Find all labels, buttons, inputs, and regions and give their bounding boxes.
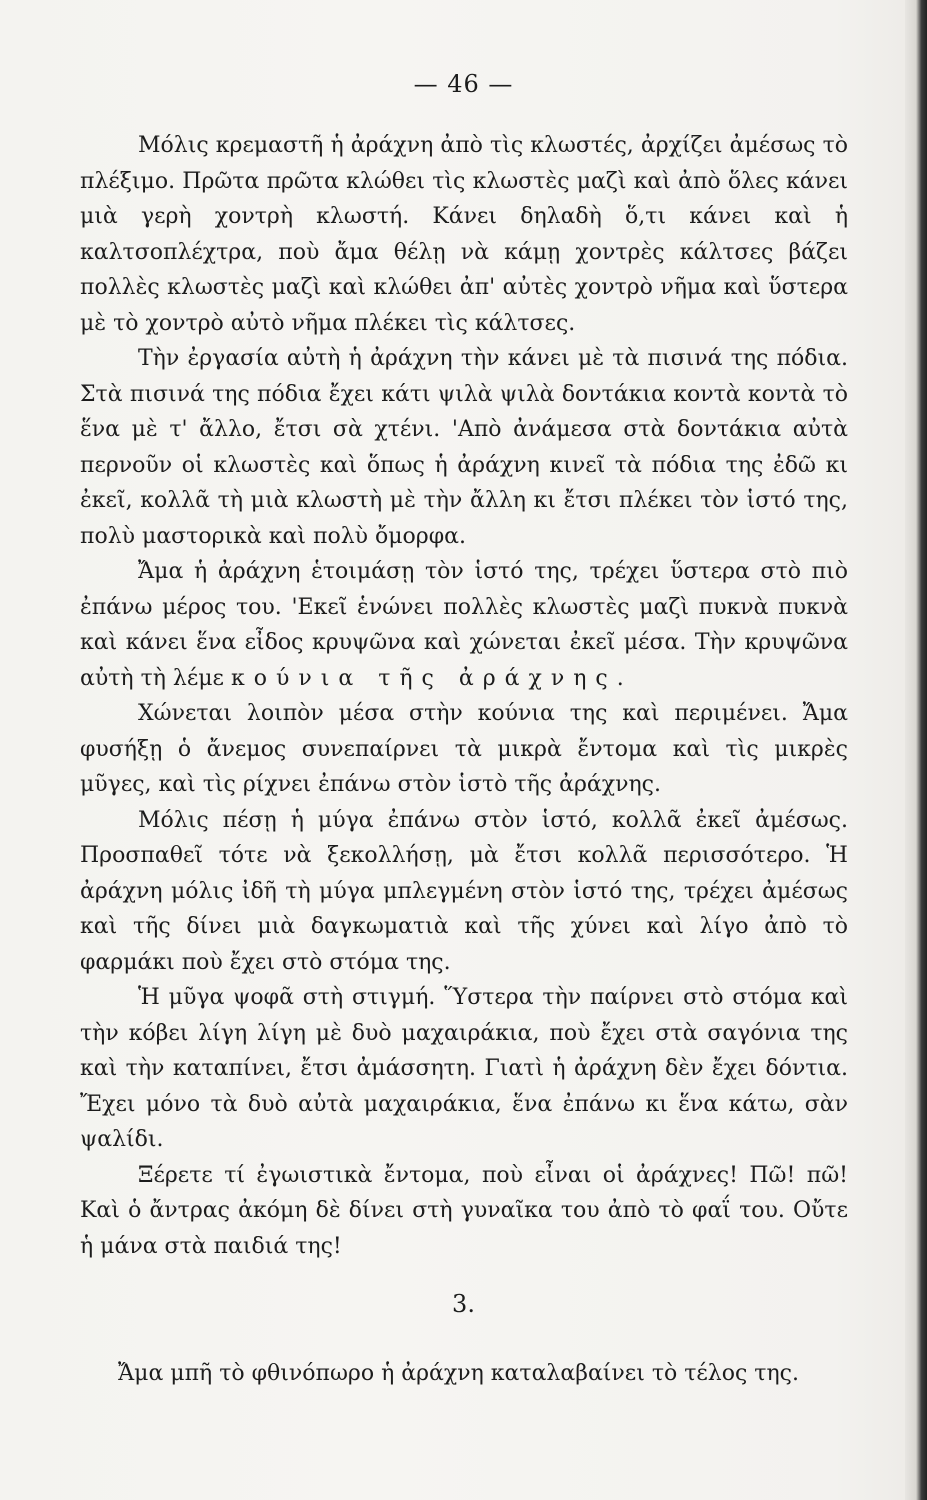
paragraph-5: Μόλις πέσῃ ἡ μύγα ἐπάνω στὸν ἱστό, κολλᾶ ἐκεῖ ἀμέσως. Προσπαθεῖ τότε νὰ ξεκολλήσῃ, μὰ ἔτσι κολλᾶ περισσότερο. Ἡ ἀράχνη μόλις ἰδῆ τὴ μύγα μπλεγμένη στὸν ἱστό της, τρέχει ἀμέσως καὶ τῆς δίνει μιὰ δαγκωματιὰ καὶ τῆς χύνει καὶ λίγο ἀπὸ τὸ φαρμάκι ποὺ ἔχει στὸ στόμα της. [80,807,848,975]
paragraph-2: Τὴν ἐργασία αὐτὴ ἡ ἀράχνη τὴν κάνει μὲ τὰ πισινά της πόδια. Στὰ πισινά της πόδια ἔχει κάτι ψιλὰ ψιλὰ δοντάκια κοντὰ κοντὰ τὸ ἕνα μὲ τ' ἄλλο, ἔτσι σὰ χτένι. 'Απὸ ἀνάμεσα στὰ δοντάκια αὐτὰ περνοῦν οἱ κλωστὲς καὶ ὅπως ἡ ἀράχνη κινεῖ τὰ πόδια της ἐδῶ κι ἐκεῖ, κολλᾶ τὴ μιὰ κλωστὴ μὲ τὴν ἄλλη κι ἔτσι πλέκει τὸν ἱστό της, πολὺ μαστορικὰ καὶ πολὺ ὄμορφα. [80,346,848,549]
spaced-emphasis: κούνια τῆς ἀράχνης. [230,665,633,691]
paragraph-7: Ξέρετε τί ἐγωιστικὰ ἔντομα, ποὺ εἶναι οἱ ἀράχνες! Πῶ! πῶ! Καὶ ὁ ἄντρας ἀκόμη δὲ δίνει στὴ γυναῖκα του ἀπὸ τὸ φαΐ του. Οὔτε ἡ μάνα στὰ παιδιά της! [80,1162,848,1259]
section-first-line: Ἄμα μπῆ τὸ φθινόπωρο ἡ ἀράχνη καταλαβαίνει τὸ τέλος της. [118,1361,799,1386]
paragraph-3 [80,554,848,696]
paragraph-3-text: Ἄμα ἡ ἀράχνη ἑτοιμάσῃ τὸν ἱστό της, τρέχει ὕστερα στὸ πιὸ ἐπάνω μέρος του. 'Εκεῖ ἑνώνει πολλὲς κλωστὲς μαζὶ πυκνὰ πυκνὰ καὶ κάνει ἕνα εἶδος κρυψῶνα καὶ χώνεται ἐκεῖ μέσα. Τὴν κρυψῶνα αὐτὴ τὴ λέμε [80,559,848,691]
body-text [80,128,848,1264]
section-number: 3. [452,1290,475,1318]
page-number: — 46 — [413,70,514,98]
paragraph-6: Ἡ μῦγα ψοφᾶ στὴ στιγμή. Ὕστερα τὴν παίρνει στὸ στόμα καὶ τὴν κόβει λίγη λίγη μὲ δυὸ μαχαιράκια, ποὺ ἔχει στὰ σαγόνια της καὶ τὴν καταπίνει, ἔτσι ἀμάσσητη. Γιατὶ ἡ ἀράχνη δὲν ἔχει δόντια. Ἔχει μόνο τὰ δυὸ αὐτὰ μαχαιράκια, ἕνα ἐπάνω κι ἕνα κάτω, σὰν ψαλίδι. [80,985,848,1152]
page-binding-edge [905,0,927,1500]
paragraph-1: Μόλις κρεμαστῆ ἡ ἀράχνη ἀπὸ τὶς κλωστές, ἀρχίζει ἀμέσως τὸ πλέξιμο. Πρῶτα πρῶτα κλώθει τὶς κλωστὲς μαζὶ καὶ ἀπὸ ὅλες κάνει μιὰ γερὴ χοντρὴ κλωστή. Κάνει δηλαδὴ ὅ,τι κάνει καὶ ἡ καλτσοπλέχτρα, ποὺ ἄμα θέλῃ νὰ κάμῃ χοντρὲς κάλτσες βάζει πολλὲς κλωστὲς μαζὶ καὶ κλώθει ἀπ' αὐτὲς χοντρὸ νῆμα καὶ ὕστερα μὲ τὸ χοντρὸ αὐτὸ νῆμα πλέκει τὶς κάλτσες. [80,133,848,336]
paragraph-4: Χώνεται λοιπὸν μέσα στὴν κούνια της καὶ περιμένει. Ἄμα φυσήξῃ ὁ ἄνεμος συνεπαίρνει τὰ μικρὰ ἔντομα καὶ τὶς μικρὲς μῦγες, καὶ τὶς ρίχνει ἐπάνω στὸν ἱστὸ τῆς ἀράχνης. [80,701,848,797]
